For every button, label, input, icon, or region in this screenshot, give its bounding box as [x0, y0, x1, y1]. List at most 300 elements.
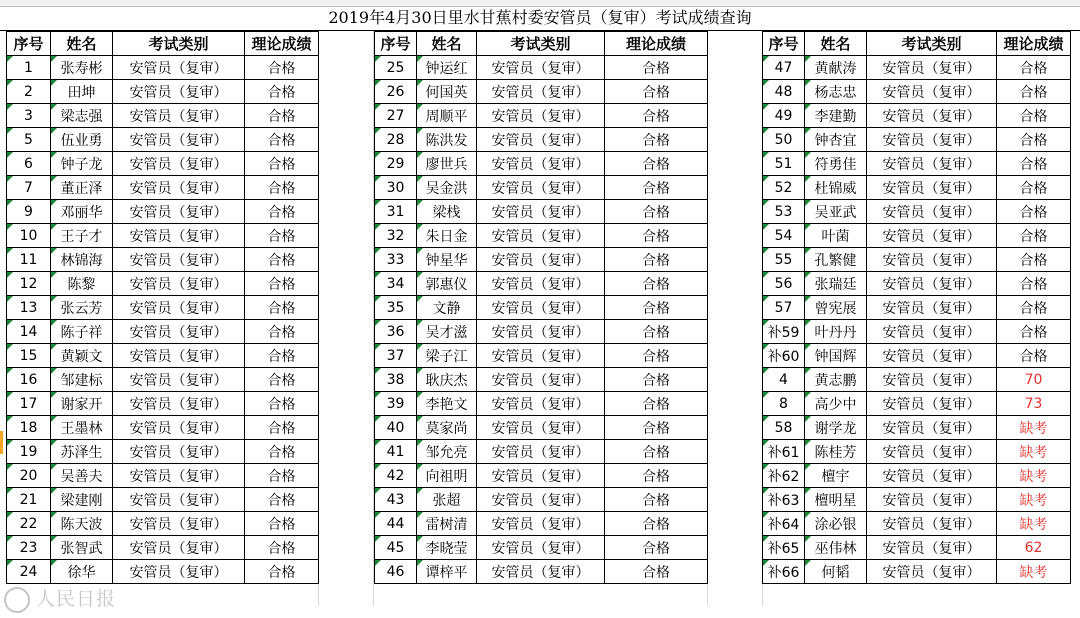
score-cell[interactable] [605, 272, 708, 296]
category-cell[interactable] [867, 320, 997, 344]
category-cell-text: 安管员（复审） [129, 444, 228, 461]
seq-cell[interactable] [7, 464, 51, 488]
score-cell[interactable] [997, 392, 1071, 416]
score-cell[interactable] [245, 344, 319, 368]
name-cell[interactable] [417, 272, 477, 296]
category-cell[interactable] [867, 416, 997, 440]
name-cell[interactable] [417, 56, 477, 80]
score-cell[interactable] [997, 104, 1071, 128]
score-cell[interactable] [997, 56, 1071, 80]
seq-cell[interactable] [375, 560, 417, 584]
name-cell[interactable] [417, 536, 477, 560]
score-cell-text: 合格 [1019, 204, 1048, 221]
seq-cell-text: 21 [19, 491, 38, 508]
category-cell[interactable] [113, 200, 245, 224]
score-cell[interactable] [605, 128, 708, 152]
name-cell[interactable] [805, 536, 867, 560]
name-cell[interactable] [805, 176, 867, 200]
name-cell[interactable] [805, 296, 867, 320]
score-cell[interactable] [245, 152, 319, 176]
category-cell[interactable] [113, 296, 245, 320]
name-cell[interactable] [51, 392, 113, 416]
name-cell[interactable] [51, 128, 113, 152]
seq-cell-text: 42 [386, 467, 405, 484]
category-cell[interactable] [113, 128, 245, 152]
name-cell-text: 吴金洪 [425, 180, 468, 197]
seq-cell[interactable] [763, 392, 805, 416]
name-cell[interactable] [51, 296, 113, 320]
name-cell-text: 王子才 [60, 228, 103, 245]
seq-cell[interactable] [763, 56, 805, 80]
category-cell[interactable] [867, 512, 997, 536]
name-cell[interactable] [805, 512, 867, 536]
name-cell[interactable] [805, 368, 867, 392]
table-row [7, 200, 319, 224]
name-cell[interactable] [805, 488, 867, 512]
name-cell[interactable] [51, 200, 113, 224]
category-cell-text: 安管员（复审） [882, 276, 981, 293]
category-cell[interactable] [867, 440, 997, 464]
seq-cell[interactable] [763, 272, 805, 296]
category-cell[interactable] [477, 416, 605, 440]
name-cell[interactable] [417, 392, 477, 416]
category-cell[interactable] [867, 152, 997, 176]
category-cell[interactable] [867, 560, 997, 584]
category-cell[interactable] [477, 464, 605, 488]
score-cell[interactable] [605, 512, 708, 536]
score-cell[interactable] [245, 536, 319, 560]
category-cell[interactable] [113, 104, 245, 128]
seq-cell[interactable] [375, 80, 417, 104]
cell-note-marker [805, 104, 811, 110]
seq-cell[interactable] [7, 104, 51, 128]
score-cell[interactable] [605, 248, 708, 272]
category-cell[interactable] [113, 488, 245, 512]
cell-note-marker [51, 152, 57, 158]
name-cell[interactable] [51, 368, 113, 392]
score-cell[interactable] [605, 488, 708, 512]
name-cell[interactable] [805, 104, 867, 128]
score-cell[interactable] [997, 344, 1071, 368]
score-cell[interactable] [997, 224, 1071, 248]
seq-cell[interactable] [375, 128, 417, 152]
category-cell[interactable] [113, 344, 245, 368]
category-cell[interactable] [113, 416, 245, 440]
seq-cell[interactable] [763, 416, 805, 440]
category-cell[interactable] [113, 392, 245, 416]
cell-note-marker [375, 80, 381, 86]
category-cell[interactable] [113, 152, 245, 176]
name-cell[interactable] [417, 464, 477, 488]
name-cell[interactable] [51, 152, 113, 176]
table-row [7, 440, 319, 464]
name-cell[interactable] [417, 512, 477, 536]
seq-cell[interactable] [7, 296, 51, 320]
score-cell[interactable] [997, 416, 1071, 440]
seq-cell[interactable] [763, 104, 805, 128]
name-cell[interactable] [417, 416, 477, 440]
score-cell[interactable] [245, 128, 319, 152]
name-cell[interactable] [51, 440, 113, 464]
category-cell[interactable] [867, 176, 997, 200]
cell-note-marker [763, 296, 769, 302]
name-cell[interactable] [417, 440, 477, 464]
seq-cell[interactable] [7, 200, 51, 224]
seq-cell[interactable] [763, 248, 805, 272]
score-cell[interactable] [605, 200, 708, 224]
name-cell[interactable] [805, 128, 867, 152]
score-cell[interactable] [605, 104, 708, 128]
category-cell[interactable] [477, 56, 605, 80]
name-cell-text: 梁志强 [60, 108, 103, 125]
score-cell[interactable] [997, 536, 1071, 560]
seq-cell-text: 22 [19, 515, 38, 532]
category-cell[interactable] [867, 56, 997, 80]
score-cell[interactable] [605, 296, 708, 320]
name-cell[interactable] [805, 392, 867, 416]
score-cell[interactable] [605, 56, 708, 80]
category-cell[interactable] [113, 272, 245, 296]
name-cell[interactable] [417, 368, 477, 392]
name-cell[interactable] [51, 416, 113, 440]
seq-cell[interactable] [763, 176, 805, 200]
category-cell-text: 安管员（复审） [129, 396, 228, 413]
category-cell-text: 安管员（复审） [882, 300, 981, 317]
seq-cell[interactable] [7, 80, 51, 104]
score-cell[interactable] [245, 464, 319, 488]
name-cell[interactable] [417, 344, 477, 368]
category-cell[interactable] [477, 368, 605, 392]
name-cell[interactable] [51, 104, 113, 128]
name-cell[interactable] [805, 464, 867, 488]
score-cell[interactable] [997, 248, 1071, 272]
seq-cell[interactable] [375, 176, 417, 200]
score-cell[interactable] [997, 368, 1071, 392]
seq-cell[interactable] [7, 536, 51, 560]
cell-note-marker [51, 104, 57, 110]
category-cell[interactable] [113, 512, 245, 536]
category-cell[interactable] [477, 536, 605, 560]
seq-cell[interactable] [763, 128, 805, 152]
name-cell[interactable] [805, 272, 867, 296]
category-cell[interactable] [867, 272, 997, 296]
name-cell-text: 邓丽华 [60, 204, 103, 221]
category-cell[interactable] [113, 440, 245, 464]
seq-cell[interactable] [375, 440, 417, 464]
seq-cell[interactable] [763, 512, 805, 536]
name-cell[interactable] [805, 416, 867, 440]
category-cell[interactable] [867, 488, 997, 512]
cell-note-marker [805, 536, 811, 542]
seq-cell[interactable] [375, 344, 417, 368]
name-cell[interactable] [805, 224, 867, 248]
score-cell[interactable] [245, 56, 319, 80]
score-cell[interactable] [605, 464, 708, 488]
seq-cell[interactable] [375, 56, 417, 80]
name-cell[interactable] [51, 248, 113, 272]
seq-cell[interactable] [375, 392, 417, 416]
seq-cell[interactable] [375, 488, 417, 512]
name-cell[interactable] [51, 80, 113, 104]
category-cell[interactable] [113, 368, 245, 392]
seq-cell[interactable] [375, 272, 417, 296]
name-cell[interactable] [805, 344, 867, 368]
seq-cell[interactable] [763, 80, 805, 104]
category-cell[interactable] [477, 176, 605, 200]
seq-cell[interactable] [7, 512, 51, 536]
category-cell[interactable] [113, 320, 245, 344]
category-cell[interactable] [477, 80, 605, 104]
category-cell[interactable] [477, 512, 605, 536]
seq-cell-text: 37 [386, 347, 405, 364]
name-cell[interactable] [51, 176, 113, 200]
name-cell[interactable] [51, 272, 113, 296]
score-cell[interactable] [997, 440, 1071, 464]
score-cell[interactable] [605, 440, 708, 464]
category-cell[interactable] [867, 104, 997, 128]
category-cell[interactable] [477, 344, 605, 368]
category-cell[interactable] [477, 224, 605, 248]
category-cell[interactable] [113, 536, 245, 560]
seq-cell[interactable] [763, 152, 805, 176]
name-cell[interactable] [805, 440, 867, 464]
name-cell-text: 莫家尚 [425, 420, 468, 437]
score-cell[interactable] [997, 464, 1071, 488]
name-cell[interactable] [51, 560, 113, 584]
score-cell[interactable] [997, 272, 1071, 296]
score-cell[interactable] [245, 440, 319, 464]
seq-cell[interactable] [763, 464, 805, 488]
seq-cell[interactable] [7, 272, 51, 296]
name-cell[interactable] [417, 200, 477, 224]
name-cell[interactable] [51, 464, 113, 488]
score-cell[interactable] [605, 368, 708, 392]
score-cell[interactable] [605, 344, 708, 368]
score-cell[interactable] [245, 296, 319, 320]
name-cell[interactable] [805, 80, 867, 104]
seq-cell[interactable] [7, 560, 51, 584]
category-cell[interactable] [477, 392, 605, 416]
cell-note-marker [417, 560, 423, 566]
name-cell[interactable] [51, 488, 113, 512]
cell-note-marker [51, 440, 57, 446]
name-cell[interactable] [417, 128, 477, 152]
score-cell[interactable] [605, 320, 708, 344]
seq-cell[interactable] [375, 512, 417, 536]
seq-cell[interactable] [7, 56, 51, 80]
seq-cell[interactable] [763, 440, 805, 464]
category-cell[interactable] [867, 296, 997, 320]
score-cell[interactable] [245, 392, 319, 416]
name-cell[interactable] [51, 56, 113, 80]
score-cell[interactable] [245, 176, 319, 200]
category-cell[interactable] [113, 560, 245, 584]
seq-cell[interactable] [7, 440, 51, 464]
cell-note-marker [7, 416, 13, 422]
score-cell[interactable] [605, 176, 708, 200]
cell-note-marker [7, 128, 13, 134]
category-cell[interactable] [477, 320, 605, 344]
category-cell[interactable] [477, 200, 605, 224]
cell-note-marker [375, 248, 381, 254]
score-cell[interactable] [245, 368, 319, 392]
seq-cell[interactable] [763, 296, 805, 320]
seq-cell[interactable] [375, 200, 417, 224]
seq-cell[interactable] [375, 248, 417, 272]
category-cell[interactable] [867, 392, 997, 416]
category-cell[interactable] [867, 128, 997, 152]
score-cell[interactable] [245, 200, 319, 224]
category-cell-text: 安管员（复审） [882, 156, 981, 173]
category-cell[interactable] [113, 224, 245, 248]
name-cell[interactable] [51, 320, 113, 344]
score-cell[interactable] [245, 248, 319, 272]
seq-cell[interactable] [375, 416, 417, 440]
category-cell[interactable] [113, 464, 245, 488]
name-cell[interactable] [417, 296, 477, 320]
seq-cell-text: 28 [386, 131, 405, 148]
seq-cell[interactable] [375, 104, 417, 128]
seq-cell[interactable] [763, 320, 805, 344]
score-cell[interactable] [605, 392, 708, 416]
category-cell[interactable] [113, 248, 245, 272]
seq-cell[interactable] [375, 368, 417, 392]
category-cell[interactable] [867, 80, 997, 104]
name-cell[interactable] [417, 104, 477, 128]
category-cell[interactable] [867, 224, 997, 248]
score-cell[interactable] [245, 488, 319, 512]
score-cell[interactable] [245, 416, 319, 440]
seq-cell[interactable] [375, 296, 417, 320]
name-cell[interactable] [51, 344, 113, 368]
seq-cell[interactable] [7, 152, 51, 176]
seq-cell[interactable] [763, 224, 805, 248]
name-cell[interactable] [417, 488, 477, 512]
name-cell[interactable] [417, 224, 477, 248]
category-cell[interactable] [113, 80, 245, 104]
seq-cell[interactable] [7, 128, 51, 152]
score-cell[interactable] [997, 320, 1071, 344]
category-cell[interactable] [477, 104, 605, 128]
category-cell[interactable] [477, 128, 605, 152]
category-cell[interactable] [113, 176, 245, 200]
seq-cell[interactable] [375, 224, 417, 248]
score-cell[interactable] [997, 200, 1071, 224]
table-row [7, 80, 319, 104]
score-cell[interactable] [997, 488, 1071, 512]
category-cell[interactable] [867, 248, 997, 272]
score-cell[interactable] [245, 104, 319, 128]
seq-cell[interactable] [7, 320, 51, 344]
table-row [763, 464, 1071, 488]
seq-cell[interactable] [763, 368, 805, 392]
seq-cell[interactable] [763, 560, 805, 584]
seq-cell[interactable] [7, 224, 51, 248]
table-row [763, 392, 1071, 416]
score-cell[interactable] [245, 80, 319, 104]
score-cell[interactable] [245, 512, 319, 536]
category-cell[interactable] [477, 560, 605, 584]
seq-cell[interactable] [375, 320, 417, 344]
seq-cell[interactable] [7, 344, 51, 368]
seq-cell[interactable] [375, 152, 417, 176]
score-cell[interactable] [997, 296, 1071, 320]
name-cell[interactable] [417, 152, 477, 176]
category-cell[interactable] [477, 248, 605, 272]
score-cell[interactable] [605, 416, 708, 440]
category-cell[interactable] [867, 368, 997, 392]
seq-cell-text: 8 [779, 395, 788, 412]
seq-cell[interactable] [7, 392, 51, 416]
seq-cell[interactable] [7, 368, 51, 392]
score-cell[interactable] [605, 224, 708, 248]
score-cell[interactable] [605, 536, 708, 560]
seq-cell[interactable] [7, 248, 51, 272]
name-cell[interactable] [51, 512, 113, 536]
score-cell[interactable] [245, 560, 319, 584]
name-cell[interactable] [805, 56, 867, 80]
seq-cell[interactable] [7, 488, 51, 512]
name-cell[interactable] [805, 152, 867, 176]
category-cell[interactable] [867, 464, 997, 488]
name-cell[interactable] [805, 320, 867, 344]
name-cell[interactable] [51, 536, 113, 560]
seq-cell[interactable] [7, 416, 51, 440]
seq-cell[interactable] [763, 488, 805, 512]
category-cell[interactable] [867, 344, 997, 368]
category-cell[interactable] [113, 56, 245, 80]
category-cell[interactable] [477, 296, 605, 320]
score-cell[interactable] [997, 560, 1071, 584]
score-cell[interactable] [605, 80, 708, 104]
seq-cell-text: 补60 [767, 348, 800, 365]
name-cell[interactable] [805, 248, 867, 272]
seq-cell[interactable] [7, 176, 51, 200]
seq-cell[interactable] [763, 200, 805, 224]
seq-cell[interactable] [375, 464, 417, 488]
name-cell[interactable] [51, 224, 113, 248]
score-cell[interactable] [605, 152, 708, 176]
seq-cell[interactable] [763, 344, 805, 368]
category-cell[interactable] [867, 200, 997, 224]
seq-cell[interactable] [763, 536, 805, 560]
score-cell[interactable] [605, 560, 708, 584]
category-cell[interactable] [867, 536, 997, 560]
category-cell[interactable] [477, 488, 605, 512]
score-cell[interactable] [245, 224, 319, 248]
name-cell[interactable] [417, 320, 477, 344]
name-cell[interactable] [417, 248, 477, 272]
cell-note-marker [375, 344, 381, 350]
score-cell[interactable] [997, 128, 1071, 152]
score-cell[interactable] [245, 272, 319, 296]
category-cell[interactable] [477, 440, 605, 464]
name-cell[interactable] [805, 200, 867, 224]
score-cell[interactable] [997, 176, 1071, 200]
score-cell[interactable] [997, 512, 1071, 536]
name-cell[interactable] [417, 560, 477, 584]
name-cell[interactable] [417, 80, 477, 104]
score-cell[interactable] [997, 152, 1071, 176]
category-cell[interactable] [477, 272, 605, 296]
category-cell[interactable] [477, 152, 605, 176]
name-cell[interactable] [417, 176, 477, 200]
cell-note-marker [763, 152, 769, 158]
seq-cell[interactable] [375, 536, 417, 560]
score-cell[interactable] [245, 320, 319, 344]
name-cell[interactable] [805, 560, 867, 584]
score-cell[interactable] [997, 80, 1071, 104]
